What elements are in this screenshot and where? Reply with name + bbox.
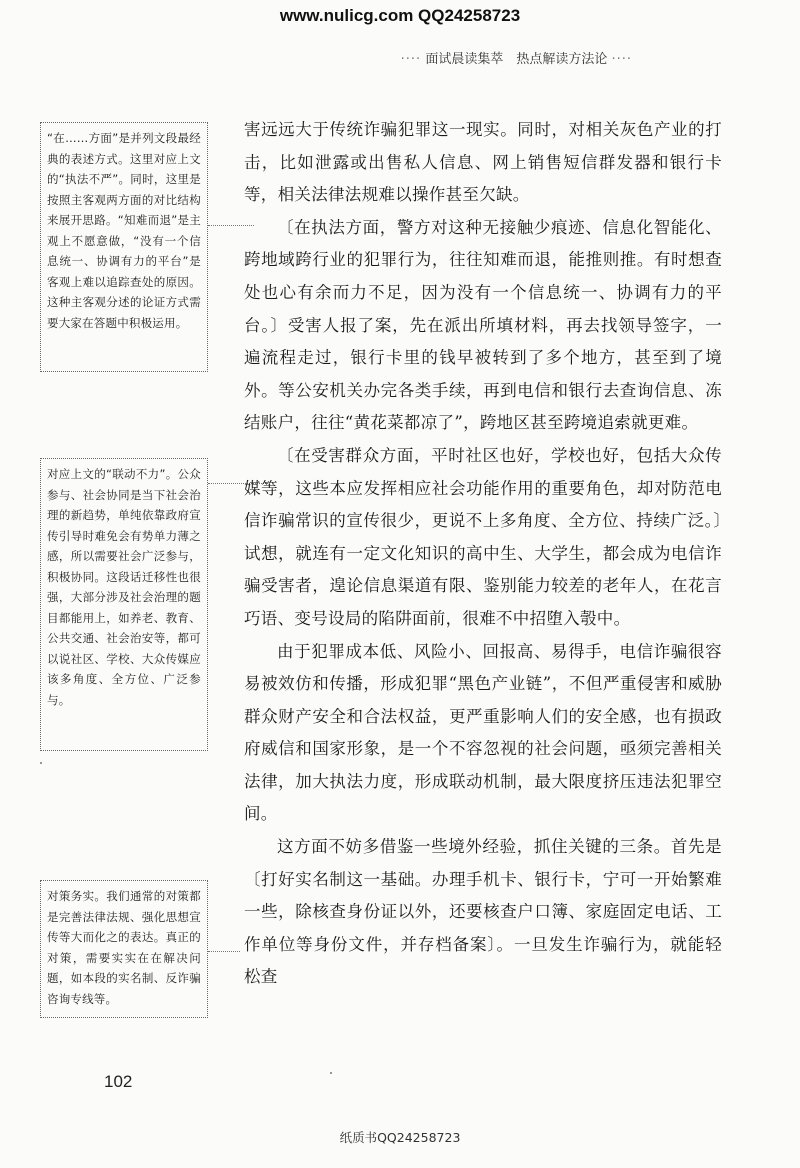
side-note-countermeasure: 对策务实。我们通常的对策都是完善法律法规、强化思想宣传等大而化之的表达。真正的对策，需要实实在在解决问题，如本段的实名制、反诈骗咨询专线等。 <box>40 880 208 1018</box>
scan-speck <box>40 762 42 764</box>
page-number: 102 <box>104 1072 133 1091</box>
scan-speck <box>330 1072 332 1074</box>
body-paragraph: 由于犯罪成本低、风险小、回报高、易得手，电信诈骗很容易被效仿和传播，形成犯罪“黑色产业链”，不但严重侵害和威胁群众财产安全和合法权益，更严重影响人们的安全感，也有损政府威信和国家形象，是一个不容忽视的社会问题，亟须完善相关法律，加大执法力度，形成联动机制，最大限度挤压违法犯罪空间。 <box>244 641 722 824</box>
body-paragraph: 〔在执法方面，警方对这种无接触少痕迹、信息化智能化、跨地域跨行业的犯罪行为，往往知难而退，能推则推。有时想查处也心有余而力不足，因为没有一个信息统一、协调有力的平台。〕受害人报了案，先在派出所填材料，再去找领导签字，一遍流程走过，银行卡里的钱早被转到了多个地方，甚至到了境外。等公安机关办完各类手续，再到电信和银行去查询信息、冻结账户，往往“黄花菜都凉了”，跨地区甚至跨境追索就更难。 <box>244 217 722 433</box>
header-title: 面试晨读集萃 热点解读方法论 <box>425 52 608 67</box>
running-header <box>401 48 632 67</box>
bottom-watermark: 纸质书QQ24258723 <box>339 1130 461 1145</box>
main-body-text <box>244 114 722 994</box>
note-leader-line <box>208 951 240 952</box>
body-paragraph: 〔在受害群众方面，平时社区也好，学校也好，包括大众传媒等，这些本应发挥相应社会功能作用的重要角色，却对防范电信诈骗常识的宣传很少，更说不上多角度、全方位、持续广泛。〕试想，就连有一定文化知识的高中生、大学生，都会成为电信诈骗受害者，遑论信息渠道有限、鉴别能力较差的老年人，在花言巧语、变号设局的陷阱面前，很难不中招堕入彀中。 <box>244 445 722 628</box>
body-paragraph: 害远远大于传统诈骗犯罪这一现实。同时，对相关灰色产业的打击，比如泄露或出售私人信息、网上销售短信群发器和银行卡等，相关法律法规难以操作甚至欠缺。 <box>244 120 722 205</box>
side-note-execution: “在……方面”是并列文段最经典的表述方式。这里对应上文的“执法不严”。同时，这里是按照主客观两方面的对比结构来展开思路。“知难而退”是主观上不愿意做，“没有一个信息统一、协调有力的平台”是客观上难以追踪查处的原因。这种主客观分述的论证方式需要大家在答题中积极运用。 <box>40 122 208 372</box>
header-ornament-right: ···· <box>611 52 632 67</box>
header-ornament-left: ···· <box>400 52 422 67</box>
body-paragraph: 这方面不妨多借鉴一些境外经验，抓住关键的三条。首先是〔打好实名制这一基础。办理手机卡、银行卡，宁可一开始繁难一些，除核查身份证以外，还要核查户口簿、家庭固定电话、工作单位等身份文件，并存档备案〕。一旦发生诈骗行为，就能轻松查 <box>244 837 722 987</box>
side-note-coordination: 对应上文的“联动不力”。公众参与、社会协同是当下社会治理的新趋势，单纯依靠政府宣传引导时难免会有势单力薄之感，所以需要社会广泛参与，积极协同。这段话迁移性也很强，大部分涉及社会治理的题目都能用上，如养老、教育、公共交通、社会治安等，都可以说社区、学校、大众传媒应该多角度、全方位、广泛参与。 <box>40 458 208 751</box>
top-watermark: www.nulicg.com QQ24258723 <box>279 6 521 25</box>
